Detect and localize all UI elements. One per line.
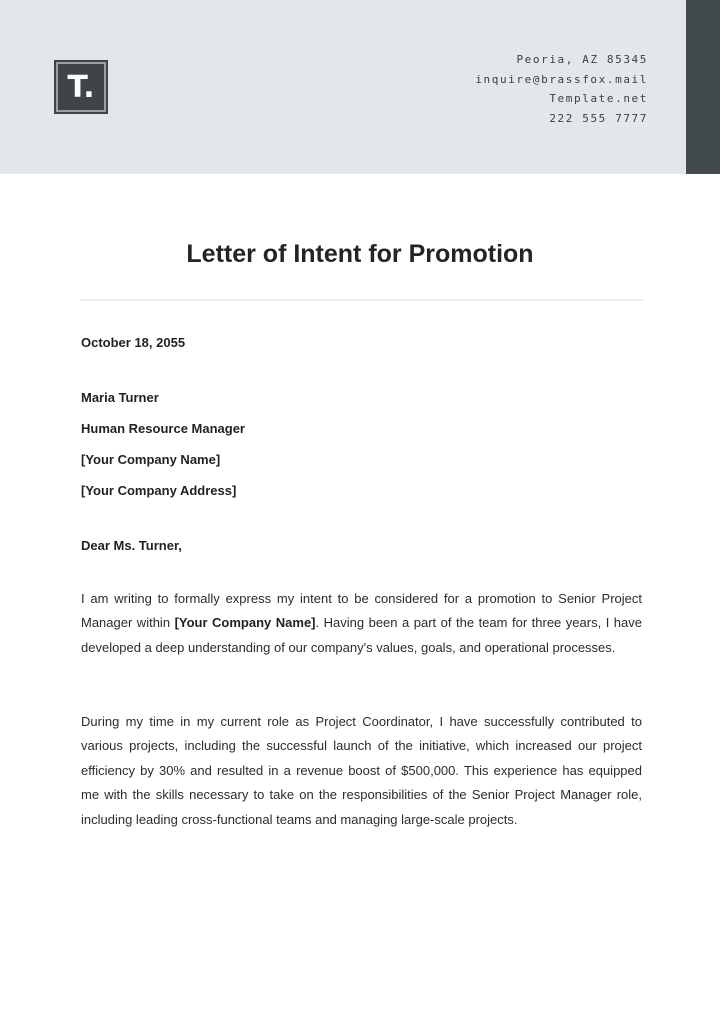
paragraph-1-company-name: [Your Company Name] bbox=[174, 615, 316, 631]
title-divider bbox=[80, 299, 644, 301]
contact-block bbox=[475, 50, 648, 128]
recipient-company: [Your Company Name] bbox=[81, 452, 221, 467]
contact-website: Template.net bbox=[549, 92, 648, 105]
recipient-name: Maria Turner bbox=[81, 390, 159, 405]
contact-phone: 222 555 7777 bbox=[549, 111, 648, 125]
recipient-address: [Your Company Address] bbox=[81, 483, 237, 498]
contact-email: inquire@brassfox.mail bbox=[475, 72, 648, 86]
accent-bar bbox=[686, 0, 720, 174]
recipient-position: Human Resource Manager bbox=[81, 421, 245, 436]
paragraph-1-text-end: . Having been a part of the team for three years, I have developed a deep understanding of our company's values, goals, and operational processes. bbox=[81, 615, 642, 655]
company-logo bbox=[54, 60, 108, 114]
body-paragraph-1 bbox=[81, 587, 642, 660]
letter-date: October 18, 2055 bbox=[81, 335, 186, 350]
paragraph-1-text-start: I am writing to formally express my intent to be considered for a promotion to Senior Project Manager within bbox=[81, 591, 642, 631]
letter-title: Letter of Intent for Promotion bbox=[186, 240, 534, 268]
salutation: Dear Ms. Turner, bbox=[81, 538, 182, 553]
body-paragraph-2: During my time in my current role as Project Coordinator, I have successfully contributed to various projects, including the successful launch of the initiative, which increased our project efficiency by 30% and resulted in a revenue boost of $500,000. This experience has equipped me with the skills necessary to take on the responsibilities of the Senior Project Manager role, including leading cross-functional teams and managing large-scale projects. bbox=[81, 714, 642, 827]
logo-letter: T. bbox=[67, 70, 95, 105]
contact-address: Peoria, AZ 85345 bbox=[516, 53, 648, 66]
